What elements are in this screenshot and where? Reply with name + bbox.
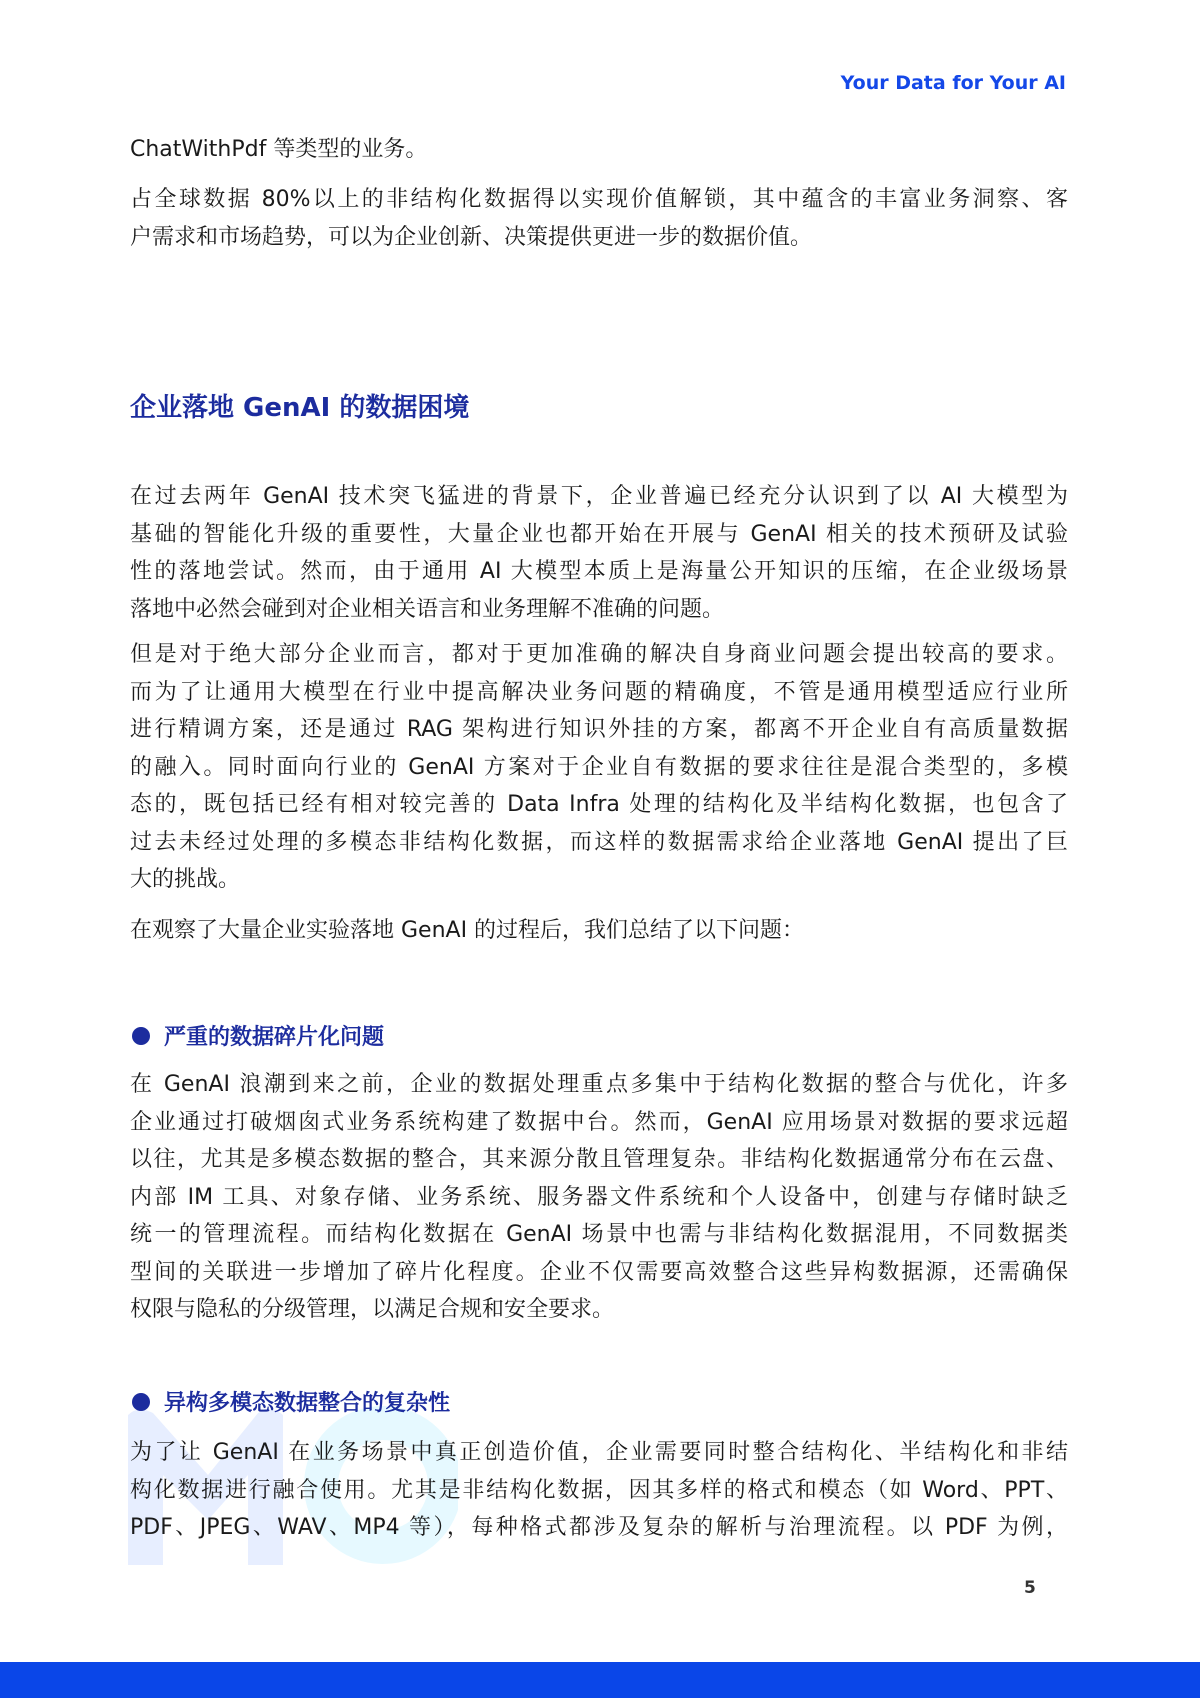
intro-paragraph-1 (130, 131, 1068, 169)
text-line: 构化数据进行融合使用。尤其是非结构化数据，因其多样的格式和模态（如 Word、PPT、 (130, 1477, 1068, 1503)
problem-heading-2 (132, 1386, 450, 1417)
problem-title: 异构多模态数据整合的复杂性 (164, 1391, 451, 1416)
text-line: 基础的智能化升级的重要性，大量企业也都开始在开展与 GenAI 相关的技术预研及试验 (130, 521, 1068, 547)
text-line: 内部 IM 工具、对象存储、业务系统、服务器文件系统和个人设备中，创建与存储时缺乏 (130, 1184, 1068, 1210)
text-line: 的融入。同时面向行业的 GenAI 方案对于企业自有数据的要求往往是混合类型的，多模 (130, 754, 1068, 780)
intro-paragraph-2 (130, 181, 1068, 256)
text-line: 权限与隐私的分级管理，以满足合规和安全要求。 (130, 1297, 615, 1322)
footer-bar (0, 1662, 1200, 1698)
text-line: PDF、JPEG、WAV、MP4 等），每种格式都涉及复杂的解析与治理流程。以 PDF 为例， (130, 1515, 1068, 1540)
bullet-dot-icon (132, 1393, 150, 1411)
problem-paragraph-2 (130, 1434, 1068, 1547)
text-line: 户需求和市场趋势，可以为企业创新、决策提供更进一步的数据价值。 (130, 224, 813, 250)
text-line: 在 GenAI 浪潮到来之前，企业的数据处理重点多集中于结构化数据的整合与优化，许多 (130, 1072, 1068, 1097)
text-line: 在过去两年 GenAI 技术突飞猛进的背景下，企业普遍已经充分认识到了以 AI 大模型为 (130, 484, 1068, 509)
text-line: 进行精调方案，还是通过 RAG 架构进行知识外挂的方案，都离不开企业自有高质量数据 (130, 717, 1068, 742)
text-line: 性的落地尝试。然而，由于通用 AI 大模型本质上是海量公开知识的压缩，在企业级场景 (130, 559, 1068, 584)
section-title: 企业落地 GenAI 的数据困境 (130, 393, 470, 423)
text-line: 以往，尤其是多模态数据的整合，其来源分散且管理复杂。非结构化数据通常分布在云盘、 (130, 1147, 1068, 1172)
text-line: 统一的管理流程。而结构化数据在 GenAI 场景中也需与非结构化数据混用，不同数据类 (130, 1222, 1068, 1247)
problem-title: 严重的数据碎片化问题 (164, 1025, 385, 1050)
text-line: 为了让 GenAI 在业务场景中真正创造价值，企业需要同时整合结构化、半结构化和非结 (130, 1440, 1068, 1465)
section-paragraph-3 (130, 912, 1068, 950)
problem-heading-1 (132, 1020, 384, 1051)
text-line: 企业通过打破烟囱式业务系统构建了数据中台。然而，GenAI 应用场景对数据的要求远超 (130, 1109, 1068, 1135)
bullet-dot-icon (132, 1027, 150, 1045)
text-line: 态的，既包括已经有相对较完善的 Data Infra 处理的结构化及半结构化数据，也包含了 (130, 792, 1068, 817)
text-line: 落地中必然会碰到对企业相关语言和业务理解不准确的问题。 (130, 596, 725, 622)
problem-paragraph-1 (130, 1066, 1068, 1329)
section-paragraph-2 (130, 636, 1068, 899)
text-line: 大的挑战。 (130, 867, 241, 892)
text-line: 占全球数据 80%以上的非结构化数据得以实现价值解锁，其中蕴含的丰富业务洞察、客 (130, 187, 1068, 212)
page-number: 5 (1024, 1578, 1036, 1598)
text-line: 而为了让通用大模型在行业中提高解决业务问题的精确度，不管是通用模型适应行业所 (130, 679, 1068, 705)
text-line: 型间的关联进一步增加了碎片化程度。企业不仅需要高效整合这些异构数据源，还需确保 (130, 1259, 1068, 1285)
text-line: ChatWithPdf 等类型的业务。 (130, 137, 428, 162)
header-tagline: Your Data for Your AI (840, 72, 1066, 94)
text-line: 在观察了大量企业实验落地 GenAI 的过程后，我们总结了以下问题： (130, 918, 805, 943)
section-paragraph-1 (130, 478, 1068, 628)
text-line: 过去未经过处理的多模态非结构化数据，而这样的数据需求给企业落地 GenAI 提出了巨 (130, 829, 1068, 855)
text-line: 但是对于绝大部分企业而言，都对于更加准确的解决自身商业问题会提出较高的要求。 (130, 642, 1068, 667)
